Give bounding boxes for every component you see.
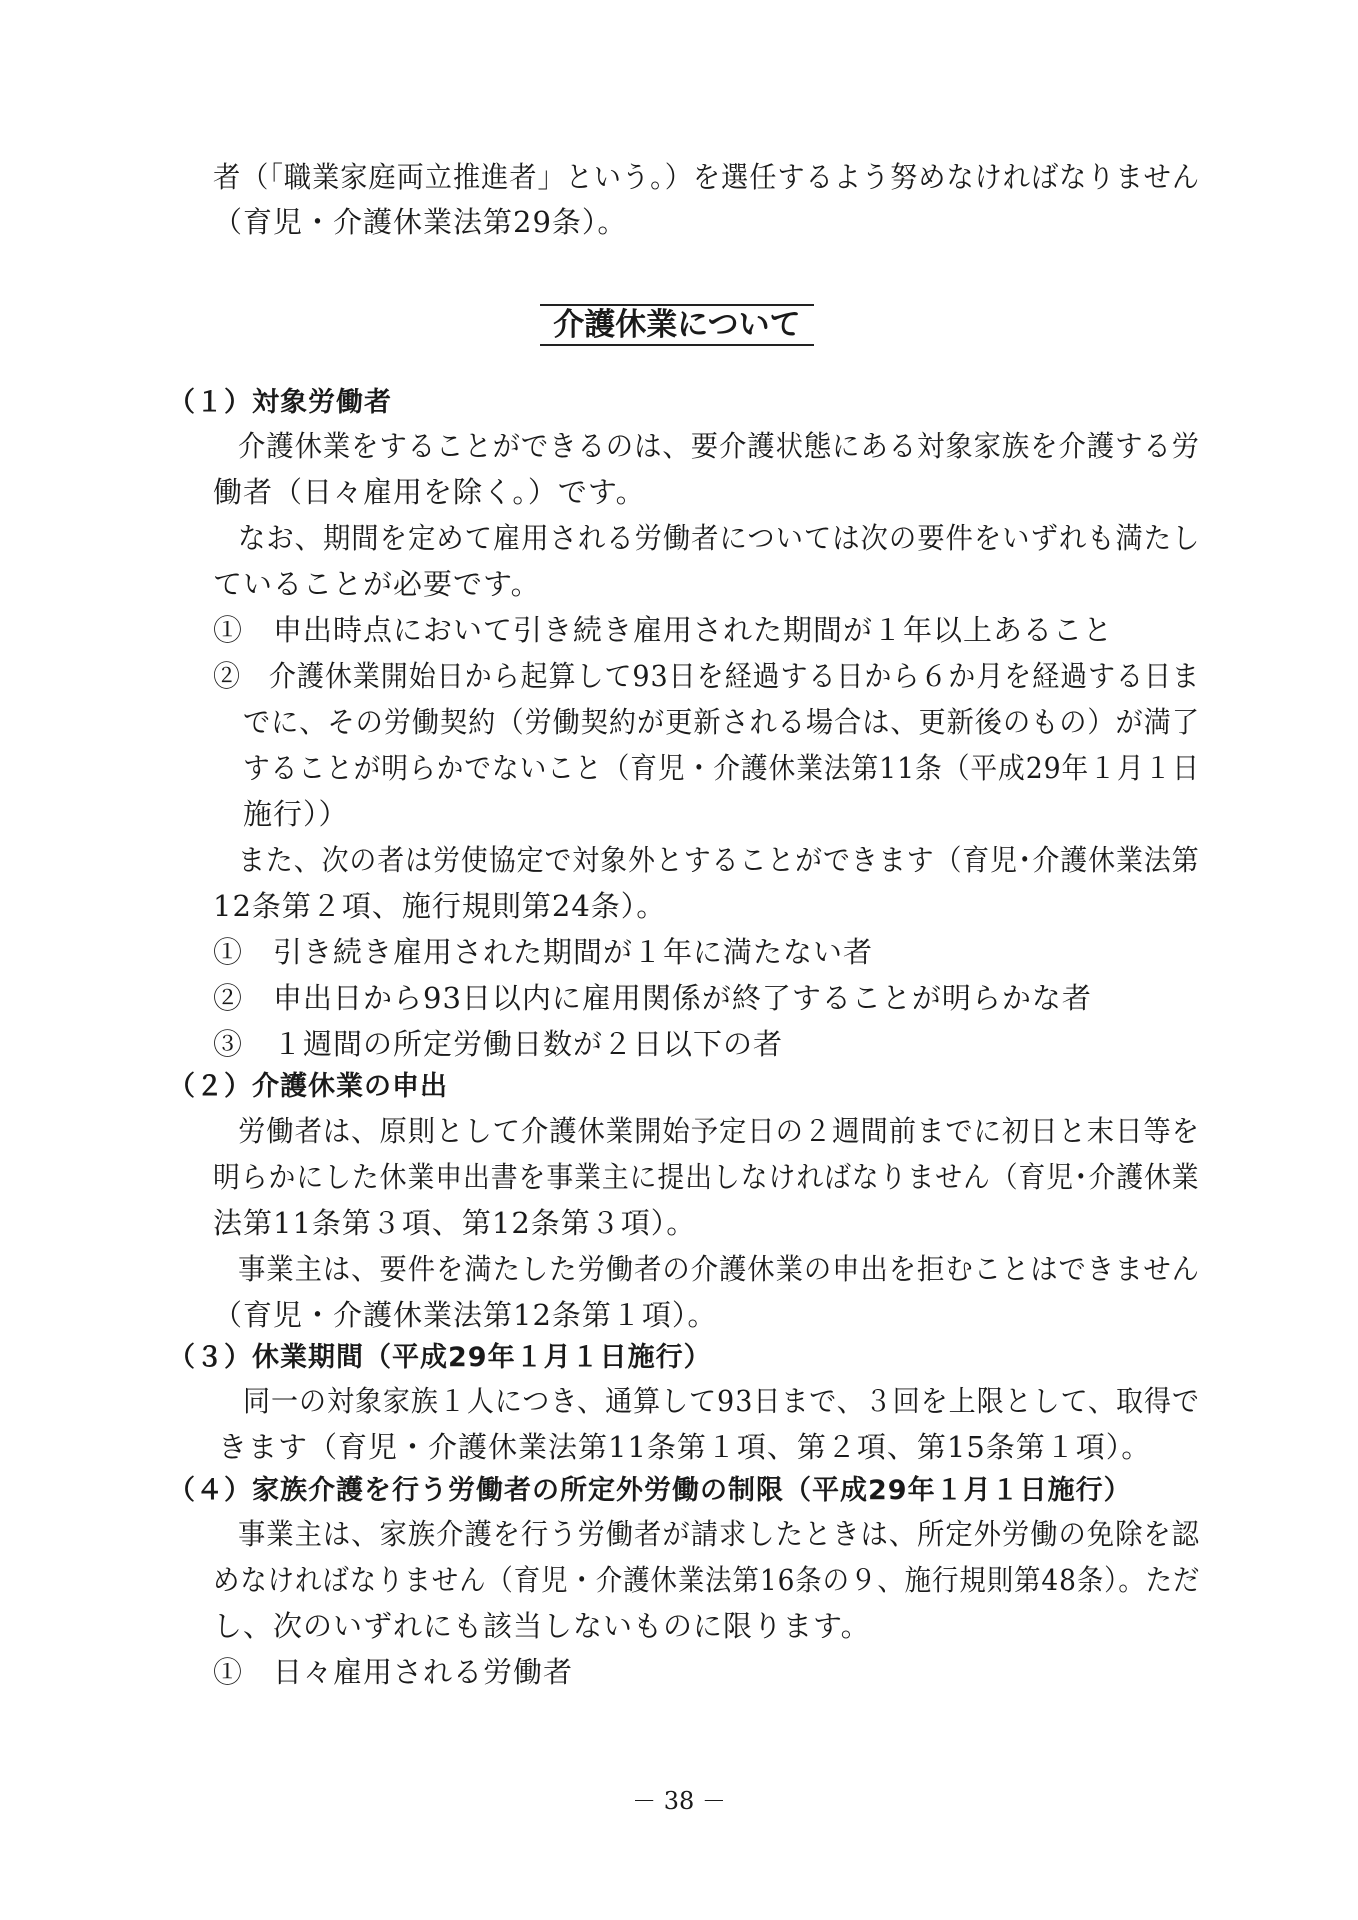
paragraph-line: 事業主は、要件を満たした労働者の介護休業の申出を拒むことはできません <box>238 1252 1200 1286</box>
list-item: ② 申出日から93日以内に雇用関係が終了することが明らかな者 <box>213 981 1092 1015</box>
paragraph-line: めなければなりません（育児・介護休業法第16条の９、施行規則第48条）。ただ <box>213 1563 1201 1597</box>
list-item: ① 日々雇用される労働者 <box>213 1655 574 1689</box>
heading-target-workers: （１）対象労働者 <box>168 387 392 418</box>
section-title-box <box>540 304 814 346</box>
paragraph-line: 同一の対象家族１人につき、通算して93日まで、３回を上限として、取得で <box>243 1384 1200 1418</box>
paragraph-line: し、次のいずれにも該当しないものに限ります。 <box>213 1609 871 1643</box>
page-title: 介護休業について <box>553 307 801 343</box>
list-item-continuation: 施行）） <box>243 797 349 831</box>
list-item: ① 申出時点において引き続き雇用された期間が１年以上あること <box>213 613 1114 647</box>
paragraph-line: 12条第２項、施行規則第24条）。 <box>213 889 667 923</box>
heading-overtime-limit: （４）家族介護を行う労働者の所定外労働の制限（平成29年１月１日施行） <box>168 1475 1132 1506</box>
list-item-continuation: することが明らかでないこと（育児・介護休業法第11条（平成29年１月１日 <box>243 751 1200 785</box>
paragraph-line: ていることが必要です。 <box>213 567 541 601</box>
list-item: ③ １週間の所定労働日数が２日以下の者 <box>213 1027 784 1061</box>
list-item-continuation: でに、その労働契約（労働契約が更新される場合は、更新後のもの）が満了 <box>243 705 1200 739</box>
paragraph-line: （育児・介護休業法第12条第１項）。 <box>213 1298 718 1332</box>
intro-line-2: （育児・介護休業法第29条）。 <box>213 205 628 239</box>
heading-leave-request: （２）介護休業の申出 <box>168 1071 448 1102</box>
heading-leave-period: （３）休業期間（平成29年１月１日施行） <box>168 1342 712 1373</box>
paragraph-line: 事業主は、家族介護を行う労働者が請求したときは、所定外労働の免除を認 <box>238 1517 1200 1551</box>
list-item: ① 引き続き雇用された期間が１年に満たない者 <box>213 935 874 969</box>
paragraph-line: 法第11条第３項、第12条第３項）。 <box>213 1206 697 1240</box>
page-number: － 38 － <box>632 1787 726 1815</box>
paragraph-line: なお、期間を定めて雇用される労働者については次の要件をいずれも満たし <box>238 521 1201 555</box>
paragraph-line: 労働者は、原則として介護休業開始予定日の２週間前までに初日と末日等を <box>238 1114 1200 1148</box>
paragraph-line: きます（育児・介護休業法第11条第１項、第２項、第15条第１項）。 <box>218 1430 1152 1464</box>
list-item: ② 介護休業開始日から起算して93日を経過する日から６か月を経過する日ま <box>213 659 1200 693</box>
paragraph-line: 介護休業をすることができるのは、要介護状態にある対象家族を介護する労 <box>238 429 1200 463</box>
paragraph-line: 明らかにした休業申出書を事業主に提出しなければなりません（育児･介護休業 <box>213 1160 1200 1194</box>
intro-line-1: 者（「職業家庭両立推進者」という。）を選任するよう努めなければなりません <box>213 160 1201 194</box>
paragraph-line: また、次の者は労使協定で対象外とすることができます（育児･介護休業法第 <box>238 843 1200 877</box>
paragraph-line: 働者（日々雇用を除く。）です。 <box>213 475 646 509</box>
